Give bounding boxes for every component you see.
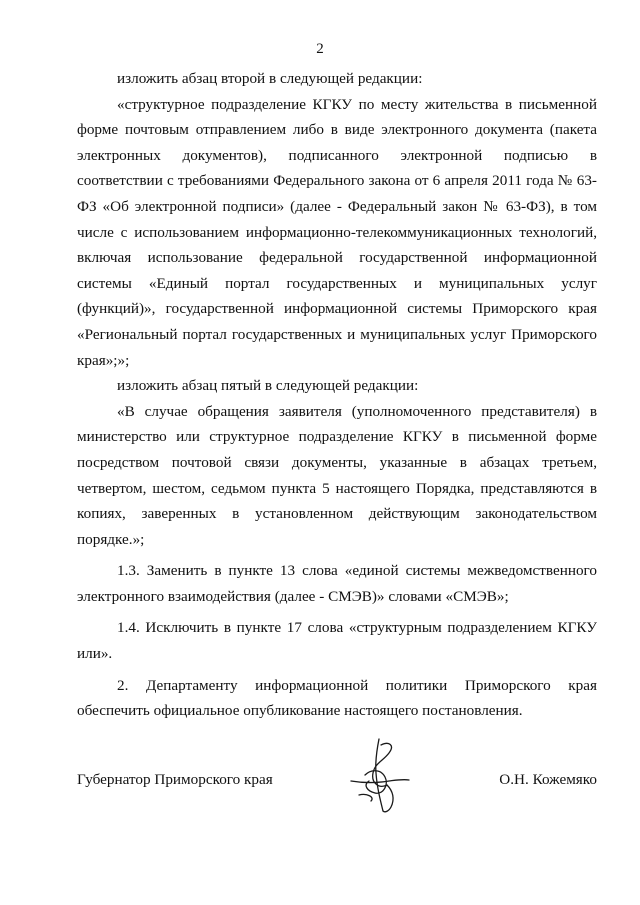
paragraph-1: изложить абзац второй в следующей редакции: xyxy=(117,70,423,87)
signatory-position: Губернатор Приморского края xyxy=(77,771,273,788)
page-number: 2 xyxy=(316,41,324,57)
paragraph-4: «В случае обращения заявителя (уполномоченного представителя) в министерство или структурное подразделение КГКУ в письменной форме посредством почтовой связи документы, указанные в абзацах третьем, четвертом, шестом, седьмом пункта 5 настоящего Порядка, представляются в копиях, заверенных в установленном действующим законодательством порядке.»; xyxy=(77,402,597,548)
signature-block xyxy=(77,768,597,792)
signatory-name: О.Н. Кожемяко xyxy=(499,771,597,788)
paragraph-6: 1.4. Исключить в пункте 17 слова «структурным подразделением КГКУ или». xyxy=(77,619,597,663)
paragraph-3: изложить абзац пятый в следующей редакции: xyxy=(117,377,419,395)
handwritten-signature xyxy=(345,735,415,815)
paragraph-7: 2. Департаменту информационной политики Приморского края обеспечить официальное опубликование настоящего постановления. xyxy=(77,676,597,720)
paragraph-2: «структурное подразделение КГКУ по месту жительства в письменной форме почтовым отправлением либо в виде электронного документа (пакета электронных документов), подписанного электронной подписью в соответствии с требованиями Федерального закона от 6 апреля 2011 года № 63-ФЗ «Об электронной подписи» (далее - Федеральный закон № 63-ФЗ), в том числе с использованием информационно-телекоммуникационных технологий, включая использование федеральной государственной информационной системы «Единый портал государственных и муниципальных услуг (функций)», государственной информационной системы Приморского края «Региональный портал государственных и муниципальных услуг Приморского края»;»; xyxy=(77,95,597,369)
paragraph-5: 1.3. Заменить в пункте 13 слова «единой системы межведомственного электронного взаимодействия (далее - СМЭВ)» словами «СМЭВ»; xyxy=(77,562,597,605)
document-body xyxy=(77,66,597,724)
